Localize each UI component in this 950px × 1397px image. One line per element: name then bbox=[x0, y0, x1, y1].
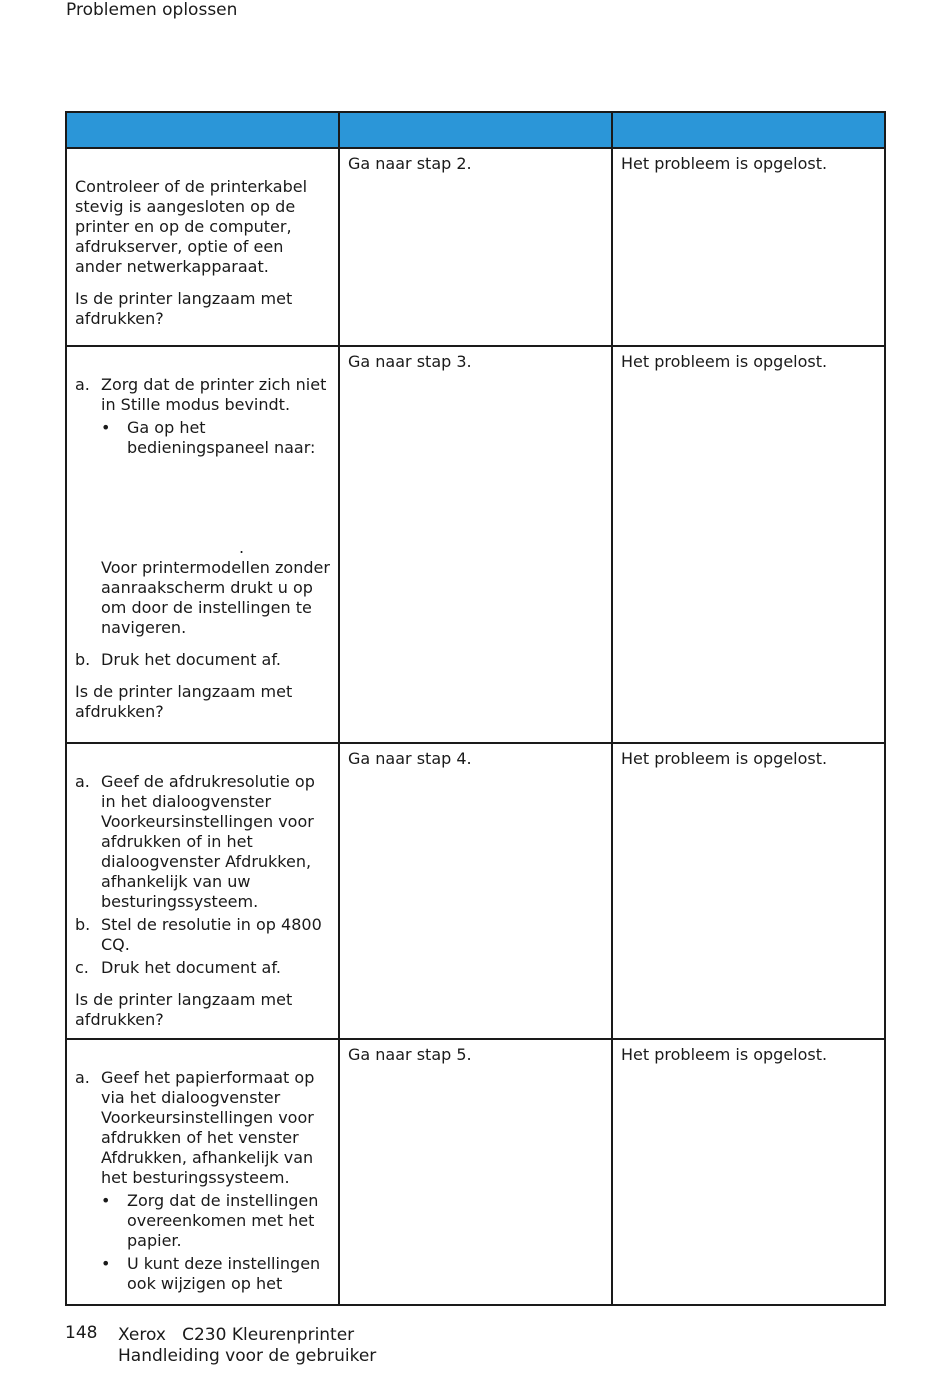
header-cell-yes bbox=[339, 112, 612, 148]
list-item-text: Druk het document af. bbox=[101, 958, 281, 977]
footer-title-block bbox=[118, 1325, 376, 1367]
list-marker: a. bbox=[75, 1068, 90, 1087]
yes-cell: Ga naar stap 2. bbox=[339, 148, 612, 346]
list-item-text: Geef het papierformaat op via het dialoogvenster Voorkeursinstellingen voor afdrukken of het venster Afdrukken, afhankelijk van het besturingssysteem. bbox=[101, 1068, 315, 1187]
table-row bbox=[66, 743, 885, 1039]
menu-path-end: . bbox=[239, 538, 245, 557]
list-item-text: Druk het document af. bbox=[101, 650, 281, 669]
yes-cell: Ga naar stap 3. bbox=[339, 346, 612, 743]
step-question: Is de printer langzaam met afdrukken? bbox=[75, 289, 293, 328]
bullet-text: U kunt deze instellingen ook wijzigen op het bbox=[127, 1254, 321, 1293]
list-marker: a. bbox=[75, 375, 90, 394]
bullet-item bbox=[101, 1254, 330, 1294]
bullet-text: Ga op het bedieningspaneel naar: bbox=[127, 418, 316, 457]
no-cell: Het probleem is opgelost. bbox=[612, 1039, 885, 1305]
table-row bbox=[66, 1039, 885, 1305]
product-line: Xerox C230 Kleurenprinter bbox=[118, 1325, 355, 1345]
no-cell: Het probleem is opgelost. bbox=[612, 346, 885, 743]
yes-cell: Ga naar stap 4. bbox=[339, 743, 612, 1039]
table-row bbox=[66, 148, 885, 346]
yes-cell: Ga naar stap 5. bbox=[339, 1039, 612, 1305]
list-item bbox=[75, 1068, 330, 1188]
bullet-icon: • bbox=[101, 1191, 111, 1210]
list-item bbox=[75, 650, 330, 670]
list-item bbox=[75, 958, 330, 978]
running-head: Problemen oplossen bbox=[66, 0, 238, 20]
no-cell: Het probleem is opgelost. bbox=[612, 743, 885, 1039]
bullet-icon: • bbox=[101, 418, 111, 437]
list-marker: c. bbox=[75, 958, 89, 977]
list-marker: b. bbox=[75, 650, 91, 669]
list-item bbox=[75, 915, 330, 955]
troubleshooting-table bbox=[65, 111, 886, 1306]
list-item bbox=[75, 375, 330, 415]
note-text: Voor printermodellen zonder aanraakscherm drukt u op om door de instellingen te navigeren. bbox=[101, 558, 330, 637]
action-cell bbox=[66, 346, 339, 743]
action-cell bbox=[66, 1039, 339, 1305]
header-cell-no bbox=[612, 112, 885, 148]
table-row bbox=[66, 346, 885, 743]
step-instruction: Controleer of de printerkabel stevig is aangesloten op de printer en op de computer, afdrukserver, optie of een ander netwerkapparaat. bbox=[75, 177, 308, 276]
step-question: Is de printer langzaam met afdrukken? bbox=[75, 990, 293, 1029]
list-marker: a. bbox=[75, 772, 90, 791]
bullet-item bbox=[101, 1191, 330, 1251]
action-cell bbox=[66, 148, 339, 346]
page-number: 148 bbox=[65, 1323, 98, 1343]
list-marker: b. bbox=[75, 915, 91, 934]
list-item-text: Zorg dat de printer zich niet in Stille modus bevindt. bbox=[101, 375, 327, 414]
guide-title: Handleiding voor de gebruiker bbox=[118, 1346, 377, 1366]
bullet-text: Zorg dat de instellingen overeenkomen met het papier. bbox=[127, 1191, 319, 1250]
bullet-item bbox=[101, 418, 330, 458]
table-header-row bbox=[66, 112, 885, 148]
list-item bbox=[75, 772, 330, 912]
no-cell: Het probleem is opgelost. bbox=[612, 148, 885, 346]
header-cell-action bbox=[66, 112, 339, 148]
action-cell bbox=[66, 743, 339, 1039]
step-question: Is de printer langzaam met afdrukken? bbox=[75, 682, 293, 721]
list-item-text: Stel de resolutie in op 4800 CQ. bbox=[101, 915, 322, 954]
bullet-icon: • bbox=[101, 1254, 111, 1273]
list-item-text: Geef de afdrukresolutie op in het dialoogvenster Voorkeursinstellingen voor afdrukken of in het dialoogvenster Afdrukken, afhankelijk van uw besturingssysteem. bbox=[101, 772, 315, 911]
